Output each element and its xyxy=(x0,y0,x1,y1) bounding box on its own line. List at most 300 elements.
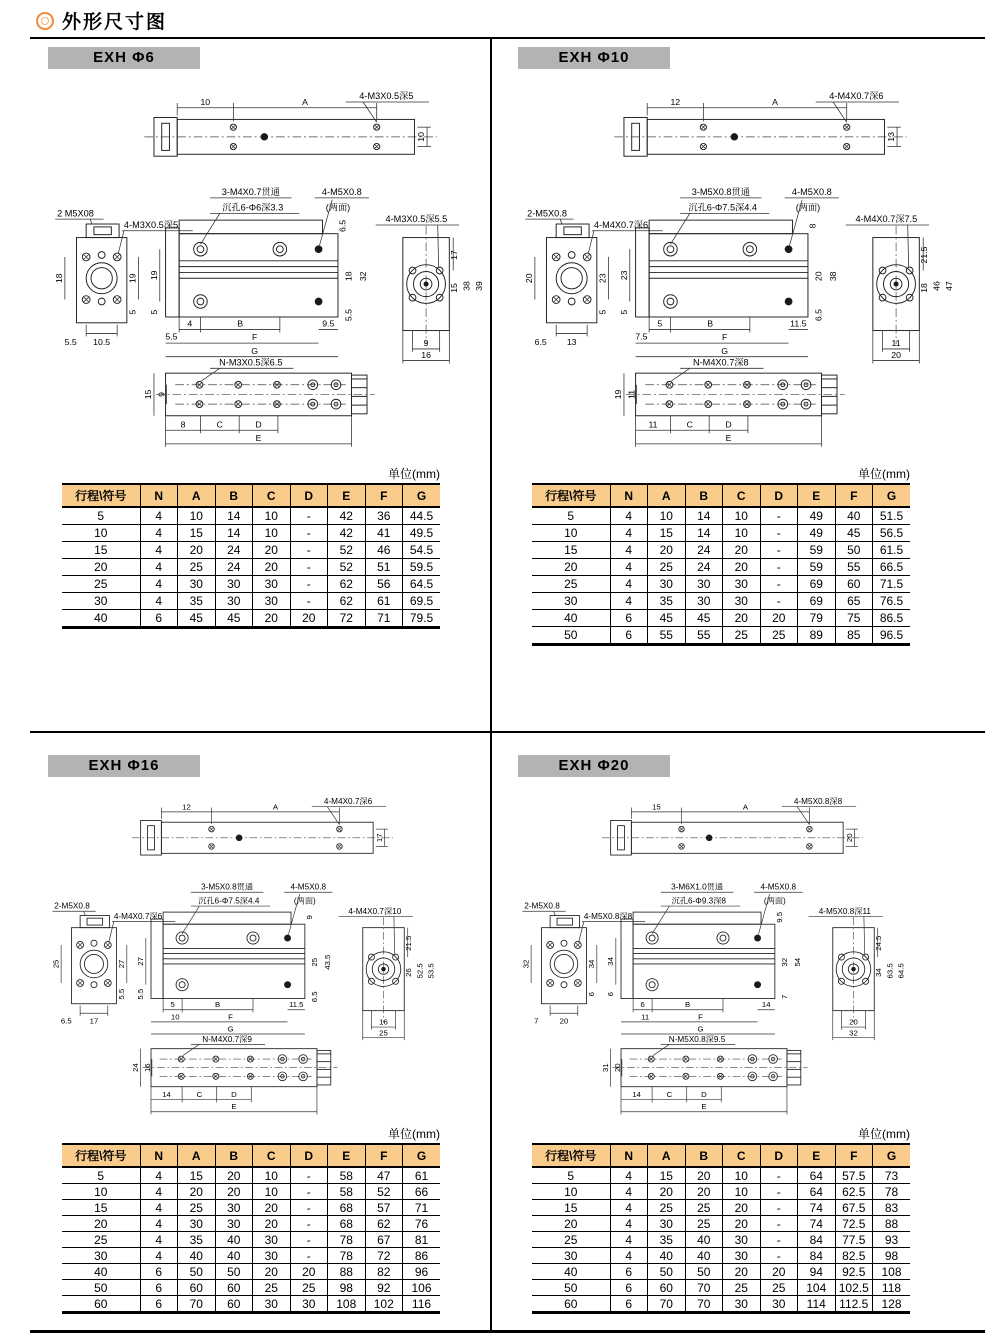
svg-text:10: 10 xyxy=(170,1012,180,1022)
table-cell: 10 xyxy=(62,1184,140,1200)
svg-text:5.5: 5.5 xyxy=(165,331,178,342)
svg-text:F: F xyxy=(228,1012,233,1022)
column-header: A xyxy=(178,1144,216,1167)
svg-text:B: B xyxy=(214,1000,221,1010)
column-header: D xyxy=(290,484,328,507)
svg-text:沉孔6-Φ7.5深4.4: 沉孔6-Φ7.5深4.4 xyxy=(688,202,758,213)
svg-text:14: 14 xyxy=(761,1000,771,1010)
table-cell: 10 xyxy=(253,1184,291,1200)
bottom-view xyxy=(613,357,845,446)
table-cell: 30 xyxy=(532,593,610,610)
svg-text:11: 11 xyxy=(626,389,637,399)
svg-text:E: E xyxy=(725,432,732,443)
svg-text:6.5: 6.5 xyxy=(813,308,824,322)
table-row xyxy=(532,1216,910,1232)
table-row xyxy=(532,1248,910,1264)
table-cell: 50 xyxy=(178,1264,216,1280)
table-row xyxy=(62,507,440,525)
column-header: G xyxy=(873,1144,911,1167)
table-cell: 68 xyxy=(328,1216,366,1232)
table-row xyxy=(62,1167,440,1184)
table-cell: 20 xyxy=(723,1216,761,1232)
svg-text:17: 17 xyxy=(89,1016,99,1026)
header-rule xyxy=(30,37,985,39)
svg-text:19: 19 xyxy=(613,389,624,400)
svg-text:E: E xyxy=(701,1102,707,1112)
column-header: D xyxy=(760,1144,798,1167)
table-cell: 20 xyxy=(253,542,291,559)
svg-text:B: B xyxy=(684,1000,691,1010)
table-cell: - xyxy=(760,1184,798,1200)
svg-text:32: 32 xyxy=(358,271,369,282)
column-header: A xyxy=(648,1144,686,1167)
svg-text:N-M5X0.8深9.5: N-M5X0.8深9.5 xyxy=(668,1034,726,1044)
svg-text:27: 27 xyxy=(117,959,127,969)
svg-text:9: 9 xyxy=(423,338,429,349)
table-cell: 24 xyxy=(215,559,253,576)
table-cell: 25 xyxy=(290,1280,328,1296)
table-cell: 62.5 xyxy=(835,1184,873,1200)
table-cell: 15 xyxy=(532,1200,610,1216)
bottom-view xyxy=(131,1035,338,1115)
svg-text:20: 20 xyxy=(559,1016,569,1026)
svg-text:4-M5X0.8: 4-M5X0.8 xyxy=(321,186,362,197)
table-cell: 30 xyxy=(253,576,291,593)
svg-text:4-M4X0.7深6: 4-M4X0.7深6 xyxy=(323,797,373,807)
bottom-view xyxy=(601,1035,808,1115)
column-header: F xyxy=(365,1144,403,1167)
svg-text:5: 5 xyxy=(127,309,138,315)
table-cell: - xyxy=(760,542,798,559)
table-cell: 94 xyxy=(798,1264,836,1280)
table-cell: 108 xyxy=(873,1264,911,1280)
svg-text:E: E xyxy=(231,1102,237,1112)
table-cell: - xyxy=(760,576,798,593)
end-view xyxy=(809,907,906,1040)
table-cell: 42 xyxy=(328,507,366,525)
table-cell: 30 xyxy=(760,1296,798,1313)
table-cell: 30 xyxy=(215,576,253,593)
table-cell: 60 xyxy=(564,1296,578,1311)
svg-text:17: 17 xyxy=(449,250,460,260)
svg-text:54: 54 xyxy=(792,957,802,967)
svg-text:12: 12 xyxy=(182,802,191,812)
table-cell: 98 xyxy=(328,1280,366,1296)
main-view xyxy=(136,882,332,1034)
table-cell: 4 xyxy=(610,525,648,542)
svg-text:19: 19 xyxy=(148,270,159,281)
table-cell: - xyxy=(290,1216,328,1232)
table-cell: 50 xyxy=(532,1280,610,1296)
table-cell: 82 xyxy=(365,1264,403,1280)
table-row xyxy=(62,576,440,593)
table-cell: 70 xyxy=(178,1296,216,1313)
table-cell: 89 xyxy=(798,627,836,645)
dimension-table xyxy=(62,1143,440,1314)
table-cell: 92 xyxy=(365,1280,403,1296)
table-cell: 40 xyxy=(685,1248,723,1264)
table-cell: 47 xyxy=(365,1167,403,1184)
column-header: E xyxy=(328,484,366,507)
table-cell: 40 xyxy=(648,1248,686,1264)
unit-label: 单位(mm) xyxy=(388,467,440,481)
svg-text:4-M3X0.5深5: 4-M3X0.5深5 xyxy=(359,91,414,102)
column-header: 行程\符号 xyxy=(62,484,140,507)
svg-text:D: D xyxy=(701,1090,707,1100)
table-cell: 40 xyxy=(62,1264,140,1280)
table-cell: 20 xyxy=(253,1200,291,1216)
table-cell: 30 xyxy=(648,1216,686,1232)
table-cell: 70 xyxy=(685,1280,723,1296)
table-cell: 4 xyxy=(610,593,648,610)
table-cell: 55 xyxy=(648,627,686,645)
table-cell: 69.5 xyxy=(403,593,441,610)
section-exh-phi6 xyxy=(30,45,490,731)
table-cell: 55 xyxy=(835,559,873,576)
table-row xyxy=(62,1232,440,1248)
table-cell: 45 xyxy=(178,610,216,628)
svg-text:11.5: 11.5 xyxy=(288,1000,304,1010)
table-cell: 4 xyxy=(610,559,648,576)
svg-text:4: 4 xyxy=(187,318,193,329)
table-cell: 30 xyxy=(253,593,291,610)
table-cell: 20 xyxy=(648,1184,686,1200)
section-exh-phi16 xyxy=(30,753,490,1331)
column-header: G xyxy=(403,484,441,507)
table-cell: 30 xyxy=(178,576,216,593)
table-cell: - xyxy=(290,1248,328,1264)
table-cell: 42 xyxy=(328,525,366,542)
table-cell: 30 xyxy=(723,576,761,593)
table-row xyxy=(62,1296,440,1313)
svg-text:10: 10 xyxy=(200,96,211,107)
table-row xyxy=(532,525,910,542)
column-header: G xyxy=(873,484,911,507)
table-cell: 41 xyxy=(365,525,403,542)
table-cell: 52 xyxy=(365,1184,403,1200)
svg-text:A: A xyxy=(772,96,778,107)
column-header: C xyxy=(723,1144,761,1167)
table-cell: 114 xyxy=(798,1296,836,1313)
table-cell: 106 xyxy=(403,1280,441,1296)
table-header-row xyxy=(62,484,440,507)
table-cell: 78 xyxy=(873,1184,911,1200)
table-wrap xyxy=(62,1125,440,1314)
table-cell: 82.5 xyxy=(835,1248,873,1264)
svg-text:15: 15 xyxy=(143,389,154,400)
table-cell: 60 xyxy=(178,1280,216,1296)
table-cell: 30 xyxy=(215,593,253,610)
table-cell: 67.5 xyxy=(835,1200,873,1216)
svg-text:A: A xyxy=(272,802,279,812)
table-cell: 30 xyxy=(723,1248,761,1264)
table-cell: - xyxy=(760,593,798,610)
svg-text:31: 31 xyxy=(601,1063,611,1073)
svg-text:14: 14 xyxy=(162,1090,171,1100)
table-cell: 6 xyxy=(610,610,648,627)
table-cell: 25 xyxy=(253,1280,291,1296)
table-cell: 5 xyxy=(532,1167,610,1184)
table-cell: 20 xyxy=(685,1167,723,1184)
svg-text:34: 34 xyxy=(874,968,884,977)
table-cell: 25 xyxy=(723,627,761,645)
table-cell: 20 xyxy=(532,559,610,576)
svg-text:A: A xyxy=(302,96,308,107)
table-cell: 60 xyxy=(94,1296,108,1311)
table-cell: 25 xyxy=(648,559,686,576)
table-cell: 61.5 xyxy=(873,542,911,559)
table-cell: 10 xyxy=(253,1167,291,1184)
table-cell: 35 xyxy=(648,1232,686,1248)
table-cell: 60 xyxy=(648,1280,686,1296)
svg-text:G: G xyxy=(721,345,729,356)
table-row xyxy=(62,593,440,610)
svg-text:34: 34 xyxy=(587,959,597,969)
table-cell: - xyxy=(760,559,798,576)
table-row xyxy=(532,576,910,593)
table-cell: 54.5 xyxy=(403,542,441,559)
table-cell: 112.5 xyxy=(835,1296,873,1313)
svg-text:11: 11 xyxy=(641,1012,650,1022)
svg-text:7.5: 7.5 xyxy=(635,331,648,342)
svg-text:4-M4X0.7深6: 4-M4X0.7深6 xyxy=(113,912,163,922)
left-view xyxy=(522,902,646,1026)
svg-text:5.5: 5.5 xyxy=(64,337,77,348)
svg-text:B: B xyxy=(707,318,714,329)
column-header: G xyxy=(403,1144,441,1167)
page-header xyxy=(36,7,167,34)
table-cell: 20 xyxy=(760,610,798,627)
svg-text:6.5: 6.5 xyxy=(337,219,348,233)
column-header: B xyxy=(215,484,253,507)
left-view xyxy=(524,208,663,347)
svg-text:沉孔6-Φ9.3深8: 沉孔6-Φ9.3深8 xyxy=(671,896,727,906)
table-cell: 20 xyxy=(215,1184,253,1200)
table-cell: 6 xyxy=(140,610,178,628)
main-view xyxy=(619,187,839,357)
svg-text:25: 25 xyxy=(379,1028,388,1038)
end-view xyxy=(846,214,955,363)
svg-text:39: 39 xyxy=(474,281,485,291)
table-cell: 92.5 xyxy=(835,1264,873,1280)
table-cell: 62 xyxy=(328,593,366,610)
table-cell: 70 xyxy=(648,1296,686,1313)
table-cell: 10 xyxy=(723,507,761,525)
svg-text:4-M4X0.7深6: 4-M4X0.7深6 xyxy=(829,91,884,102)
svg-text:20: 20 xyxy=(613,1063,623,1073)
table-cell: - xyxy=(290,576,328,593)
table-cell: 14 xyxy=(685,525,723,542)
table-row xyxy=(532,1184,910,1200)
svg-text:27: 27 xyxy=(136,957,146,966)
svg-text:21.5: 21.5 xyxy=(919,246,930,264)
table-cell: 51.5 xyxy=(873,507,911,525)
table-cell: 58 xyxy=(328,1184,366,1200)
table-cell: 65 xyxy=(835,593,873,610)
table-cell: - xyxy=(290,507,328,525)
end-view xyxy=(376,214,485,363)
table-wrap xyxy=(62,465,440,629)
table-row xyxy=(532,1167,910,1184)
table-cell: 84 xyxy=(798,1232,836,1248)
svg-text:53.5: 53.5 xyxy=(426,963,436,979)
svg-text:3-M5X0.8贯通: 3-M5X0.8贯通 xyxy=(201,882,254,892)
table-cell: 56 xyxy=(365,576,403,593)
table-cell: 57.5 xyxy=(835,1167,873,1184)
unit-label: 单位(mm) xyxy=(858,1127,910,1141)
table-cell: 68 xyxy=(328,1200,366,1216)
table-cell: 30 xyxy=(723,1296,761,1313)
table-cell: 86 xyxy=(403,1248,441,1264)
column-header: N xyxy=(140,484,178,507)
column-header: A xyxy=(178,484,216,507)
table-cell: 20 xyxy=(648,542,686,559)
table-cell: 30 xyxy=(253,1296,291,1313)
table-cell: 10 xyxy=(62,525,140,542)
svg-text:20: 20 xyxy=(849,1017,858,1027)
table-cell: 45 xyxy=(648,610,686,627)
svg-text:沉孔6-Φ7.5深4.4: 沉孔6-Φ7.5深4.4 xyxy=(198,896,260,906)
column-header: B xyxy=(215,1144,253,1167)
table-cell: 20 xyxy=(290,610,328,628)
table-cell: 60 xyxy=(215,1296,253,1313)
table-cell: 64 xyxy=(798,1184,836,1200)
table-cell: 30 xyxy=(685,576,723,593)
svg-text:5: 5 xyxy=(657,318,663,329)
table-cell: 60 xyxy=(215,1280,253,1296)
svg-text:4-M5X0.8: 4-M5X0.8 xyxy=(760,882,797,892)
svg-text:8: 8 xyxy=(180,419,186,430)
svg-text:25: 25 xyxy=(51,959,61,969)
table-cell: 14 xyxy=(685,507,723,525)
table-cell: 4 xyxy=(140,542,178,559)
table-row xyxy=(532,593,910,610)
svg-text:7: 7 xyxy=(534,1016,539,1026)
svg-text:G: G xyxy=(251,345,259,356)
svg-text:7: 7 xyxy=(779,994,789,999)
table-cell: 77.5 xyxy=(835,1232,873,1248)
svg-text:8: 8 xyxy=(807,223,818,229)
svg-text:(两面): (两面) xyxy=(293,896,316,906)
table-cell: 4 xyxy=(610,1200,648,1216)
top-view xyxy=(602,797,863,855)
table-cell: 4 xyxy=(140,507,178,525)
table-cell: 78 xyxy=(328,1248,366,1264)
table-cell: 70 xyxy=(685,1296,723,1313)
table-cell: 30 xyxy=(290,1296,328,1313)
svg-text:32: 32 xyxy=(521,959,531,969)
table-row xyxy=(532,627,910,645)
table-cell: 25 xyxy=(648,1200,686,1216)
svg-text:5.5: 5.5 xyxy=(343,308,354,322)
table-cell: 96 xyxy=(403,1264,441,1280)
table-cell: 6 xyxy=(140,1280,178,1296)
table-cell: 40 xyxy=(215,1232,253,1248)
svg-text:C: C xyxy=(686,419,693,430)
model-label: EXH Φ6 xyxy=(48,47,200,69)
svg-text:32: 32 xyxy=(849,1028,858,1038)
svg-text:N-M3X0.5深6.5: N-M3X0.5深6.5 xyxy=(219,357,283,368)
table-cell: 78 xyxy=(328,1232,366,1248)
main-view xyxy=(149,187,369,357)
svg-text:N-M4X0.7深8: N-M4X0.7深8 xyxy=(692,357,749,368)
svg-text:18: 18 xyxy=(53,273,64,284)
table-cell: 25 xyxy=(685,1200,723,1216)
table-cell: 25 xyxy=(685,1216,723,1232)
table-cell: 25 xyxy=(532,576,610,593)
table-cell: 59 xyxy=(798,542,836,559)
svg-text:63.5: 63.5 xyxy=(885,963,895,979)
svg-text:13: 13 xyxy=(566,337,577,348)
svg-text:F: F xyxy=(698,1012,703,1022)
table-cell: 6 xyxy=(610,1280,648,1296)
svg-text:47: 47 xyxy=(944,281,955,291)
svg-text:F: F xyxy=(252,332,258,343)
table-cell: 45 xyxy=(835,525,873,542)
table-header-row xyxy=(532,484,910,507)
table-cell: 20 xyxy=(253,559,291,576)
table-cell: 30 xyxy=(253,1232,291,1248)
table-cell: 40 xyxy=(215,1248,253,1264)
table-cell: 76 xyxy=(403,1216,441,1232)
table-cell: 40 xyxy=(532,610,610,627)
table-cell: 50 xyxy=(564,628,578,642)
table-cell: 4 xyxy=(610,507,648,525)
svg-text:34: 34 xyxy=(606,957,616,966)
table-row xyxy=(532,507,910,525)
svg-text:52.5: 52.5 xyxy=(415,963,425,979)
column-header: 行程\符号 xyxy=(532,1144,610,1167)
table-cell: 4 xyxy=(610,542,648,559)
table-cell: 81 xyxy=(403,1232,441,1248)
svg-text:20: 20 xyxy=(844,833,854,843)
table-cell: - xyxy=(760,525,798,542)
table-cell: 76.5 xyxy=(873,593,911,610)
table-cell: 50 xyxy=(215,1264,253,1280)
table-cell: 20 xyxy=(723,1264,761,1280)
table-cell: 10 xyxy=(532,1184,610,1200)
svg-text:19: 19 xyxy=(127,273,138,284)
table-cell: 93 xyxy=(873,1232,911,1248)
svg-text:16: 16 xyxy=(421,350,431,361)
table-row xyxy=(532,1232,910,1248)
column-header: 行程\符号 xyxy=(532,484,610,507)
table-cell: 4 xyxy=(610,1216,648,1232)
table-cell: 30 xyxy=(253,1248,291,1264)
table-cell: 4 xyxy=(140,525,178,542)
table-cell: - xyxy=(760,1216,798,1232)
unit-label: 单位(mm) xyxy=(388,1127,440,1141)
table-cell: 40 xyxy=(178,1248,216,1264)
table-cell: 10 xyxy=(723,1167,761,1184)
svg-text:6.5: 6.5 xyxy=(60,1016,72,1026)
table-cell: 66 xyxy=(403,1184,441,1200)
svg-text:C: C xyxy=(216,419,223,430)
svg-text:15: 15 xyxy=(449,283,460,293)
table-cell: 46 xyxy=(365,542,403,559)
svg-text:46: 46 xyxy=(931,281,942,291)
svg-text:(两面): (两面) xyxy=(763,896,786,906)
table-cell: 4 xyxy=(140,576,178,593)
table-row xyxy=(532,610,910,627)
table-cell: 72.5 xyxy=(835,1216,873,1232)
table-cell: 15 xyxy=(62,1200,140,1216)
svg-text:23: 23 xyxy=(618,270,629,281)
table-cell: 20 xyxy=(178,542,216,559)
svg-text:16: 16 xyxy=(143,1063,153,1073)
table-wrap xyxy=(532,465,910,646)
table-cell: 15 xyxy=(178,1167,216,1184)
